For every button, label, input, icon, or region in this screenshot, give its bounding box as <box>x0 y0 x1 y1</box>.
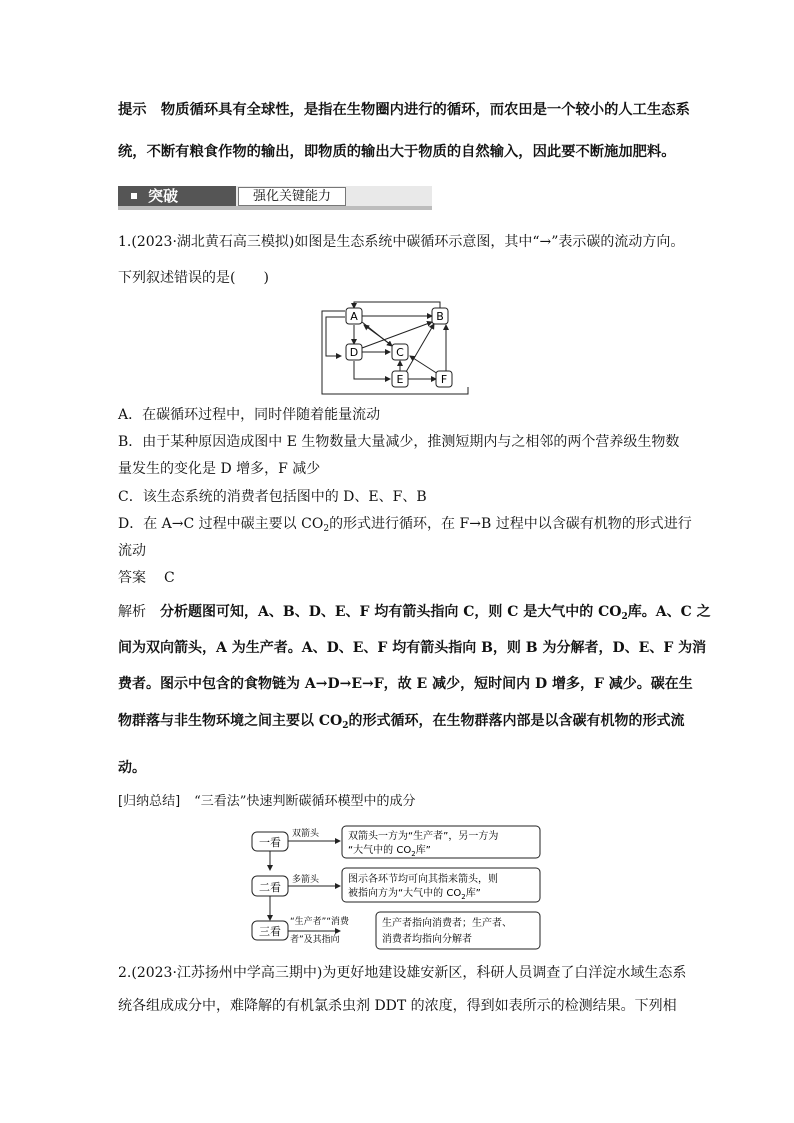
rule-2-line-1: 图示各环节均可向其指来箭头，则 <box>348 874 498 885</box>
option-d-line-1 <box>118 514 692 534</box>
diagram-nodes <box>346 308 452 387</box>
analysis-subscript-1: 2 <box>621 612 628 622</box>
banner-title: 突破 <box>148 187 179 205</box>
rule-1-subscript: 2 <box>411 850 416 858</box>
node-f-label: F <box>440 373 448 386</box>
q2-line-2: 统各组成成分中，难降解的有机氯杀虫剂 DDT 的浓度，得到如表所示的检测结果。下列相 <box>118 998 677 1014</box>
rule-1-line-2-b: 库” <box>415 845 431 856</box>
banner-square-icon <box>131 193 137 199</box>
node-c-label: C <box>396 346 404 359</box>
look-1-label: 一看 <box>259 836 281 849</box>
rule-2-line-2 <box>348 886 481 901</box>
analysis-subscript-2: 2 <box>342 721 349 731</box>
option-d-text-b: 的形式进行循环，在 F→B 过程中以含碳有机物的形式进行 <box>329 516 692 532</box>
q2-line-1: 2.(2023·江苏扬州中学高三期中)为更好地建设雄安新区，科研人员调查了白洋淀水域生态系 <box>118 965 687 981</box>
option-b-line-1: B．由于某种原因造成图中 E 生物数量大量减少，推测短期内与之相邻的两个营养级生物数 <box>118 434 680 450</box>
section-banner <box>118 186 432 210</box>
q1-stem-line-2: 下列叙述错误的是( ) <box>118 270 269 286</box>
rule-1-line-1: 双箭头一方为“生产者”，另一方为 <box>348 831 499 842</box>
option-b-line-2: 量发生的变化是 D 增多，F 减少 <box>118 461 321 477</box>
look-2-label: 二看 <box>259 881 281 894</box>
option-d-text-a: D．在 A→C 过程中碳主要以 CO <box>118 516 324 532</box>
analysis-line-1 <box>118 602 711 622</box>
rule-3-line-1: 生产者指向消费者；生产者、 <box>382 918 512 929</box>
option-d-subscript: 2 <box>323 524 330 534</box>
option-d-line-2: 流动 <box>118 543 146 559</box>
rule-2-line-2-b: 库” <box>465 888 481 899</box>
summary-heading <box>118 792 415 812</box>
three-look-flowchart <box>248 824 544 952</box>
rule-2-subscript: 2 <box>461 893 466 901</box>
label-double-arrow: 双箭头 <box>292 829 320 839</box>
node-a-label: A <box>350 310 358 323</box>
rule-3-line-2: 消费者均指向分解者 <box>382 934 472 945</box>
analysis-line-4-b: 的形式循环，在生物群落内部是以含碳有机物的形式流 <box>348 713 685 729</box>
look-3-label: 三看 <box>259 925 281 938</box>
summary-title: “三看法”快速判断碳循环模型中的成分 <box>194 794 416 809</box>
analysis-line-2: 间为双向箭头，A 为生产者。A、D、E、F 均有箭头指向 B，则 B 为分解者，D、E、F 为消 <box>118 640 707 656</box>
hint-line-2: 统，不断有粮食作物的输出，即物质的输出大于物质的自然输入，因此要不断施加肥料。 <box>118 144 676 160</box>
analysis-line-4-a: 物群落与非生物环境之间主要以 CO <box>118 713 343 729</box>
label-multi-arrow: 多箭头 <box>292 875 320 885</box>
rule-1-line-2 <box>348 843 431 858</box>
analysis-line-4 <box>118 711 684 731</box>
analysis-line-1-b: 库。A、C 之 <box>627 604 711 620</box>
rule-2-line-2-a: 被指向方为“大气中的 CO <box>348 888 462 899</box>
summary-tag: [归纳总结] <box>118 794 181 809</box>
answer-row <box>118 568 175 588</box>
carbon-cycle-diagram <box>318 298 480 398</box>
analysis-line-1-a: 分析题图可知，A、B、D、E、F 均有箭头指向 C，则 C 是大气中的 CO <box>160 604 622 620</box>
label-producer-consumer-2: 者”及其指向 <box>290 935 340 945</box>
banner-shadow <box>118 206 432 210</box>
banner-subtitle: 强化关键能力 <box>238 187 346 206</box>
answer-label: 答案 <box>118 570 146 586</box>
answer-value: C <box>164 570 175 586</box>
label-producer-consumer-1: “生产者”“消费 <box>290 917 349 927</box>
hint-line-1: 提示 物质循环具有全球性，是指在生物圈内进行的循环，而农田是一个较小的人工生态系 <box>118 102 690 118</box>
analysis-line-3: 费者。图示中包含的食物链为 A→D→E→F，故 E 减少，短时间内 D 增多，F 减少。碳在生 <box>118 676 693 692</box>
analysis-label: 解析 <box>118 604 146 620</box>
analysis-line-5: 动。 <box>118 760 146 776</box>
q1-stem-line-1: 1.(2023·湖北黄石高三模拟)如图是生态系统中碳循环示意图，其中“→”表示碳的流动方向。 <box>118 234 685 250</box>
node-b-label: B <box>436 310 444 323</box>
option-c: C．该生态系统的消费者包括图中的 D、E、F、B <box>118 489 427 505</box>
node-e-label: E <box>396 373 404 386</box>
rule-1-line-2-a: “大气中的 CO <box>348 845 412 856</box>
node-d-label: D <box>349 346 359 359</box>
option-a: A．在碳循环过程中，同时伴随着能量流动 <box>118 407 381 423</box>
